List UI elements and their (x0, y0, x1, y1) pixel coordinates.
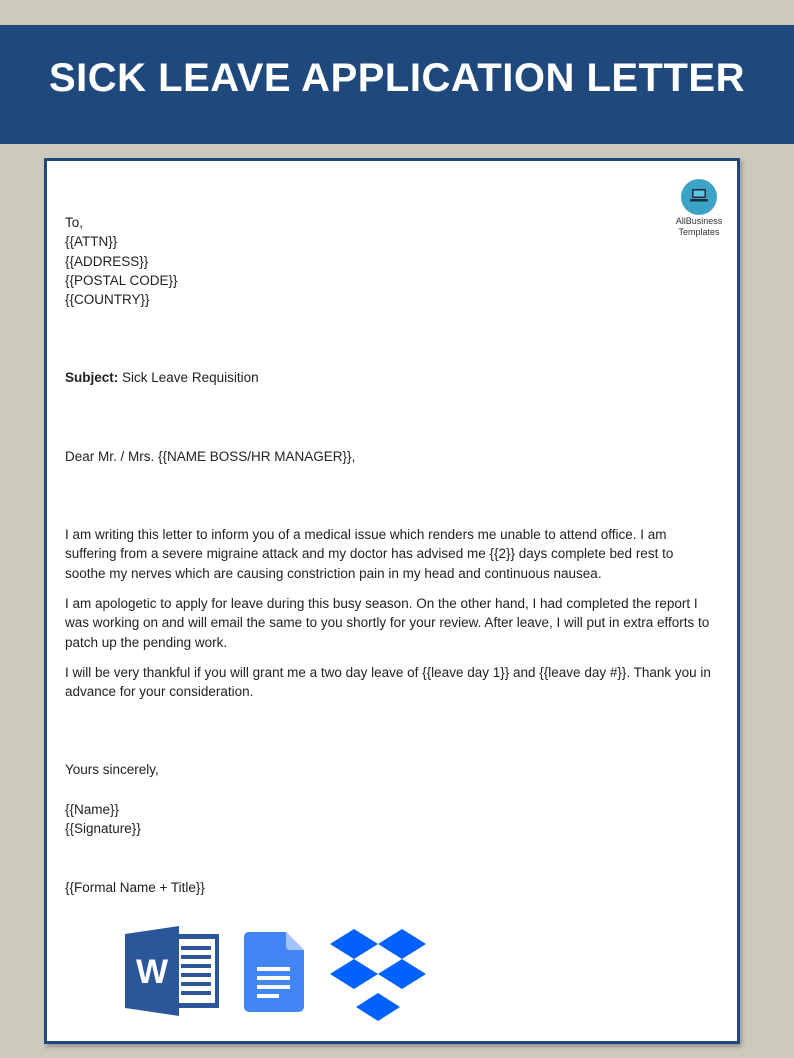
laptop-icon (681, 179, 717, 215)
paragraph: I am apologetic to apply for leave during this busy season. On the other hand, I had completed the report I was working on and will email the same to you shortly for your review. After leave, I will put in extra efforts to patch up the pending work. (65, 595, 710, 650)
address-line: {{ATTN}} (65, 234, 118, 250)
letter-page (44, 158, 740, 1044)
paragraph: I will be very thankful if you will grant me a two day leave of {{leave day 1}} and {{leave day #}}. Thank you in advance for your consideration. (65, 664, 711, 700)
closing: Yours sincerely, (65, 762, 159, 778)
google-docs-icon[interactable] (244, 932, 304, 1017)
word-icon[interactable] (125, 926, 221, 1021)
subject-line (65, 368, 715, 387)
formal-name-title: {{Formal Name + Title}} (65, 880, 205, 896)
address-line: {{ADDRESS}} (65, 253, 149, 269)
title-banner (0, 25, 794, 144)
sender-name: {{Name}} (65, 801, 120, 817)
sender-signature: {{Signature}} (65, 821, 141, 837)
letter-body (65, 213, 715, 898)
subject-label: Subject: (65, 370, 119, 386)
address-line: To, (65, 215, 84, 230)
address-line: {{COUNTRY}} (65, 292, 150, 308)
logo-line-2: Templates (678, 227, 720, 237)
page-title: SICK LEAVE APPLICATION LETTER (48, 56, 745, 100)
logo-line-1: AllBusiness (675, 216, 723, 226)
recipient-address (65, 213, 715, 309)
paragraph: I am writing this letter to inform you of a medical issue which renders me unable to attend office. I am suffering from a severe migraine attack and my doctor has advised me {{2}} days complete bed rest to soothe my nerves which are causing constriction pain in my head and continuous nausea. (65, 527, 674, 581)
word-letter: W (135, 953, 169, 991)
dropbox-icon[interactable] (330, 929, 426, 1026)
address-line: {{POSTAL CODE}} (65, 272, 178, 288)
subject-text: Sick Leave Requisition (122, 370, 259, 386)
salutation: Dear Mr. / Mrs. {{NAME BOSS/HR MANAGER}}, (65, 448, 356, 464)
